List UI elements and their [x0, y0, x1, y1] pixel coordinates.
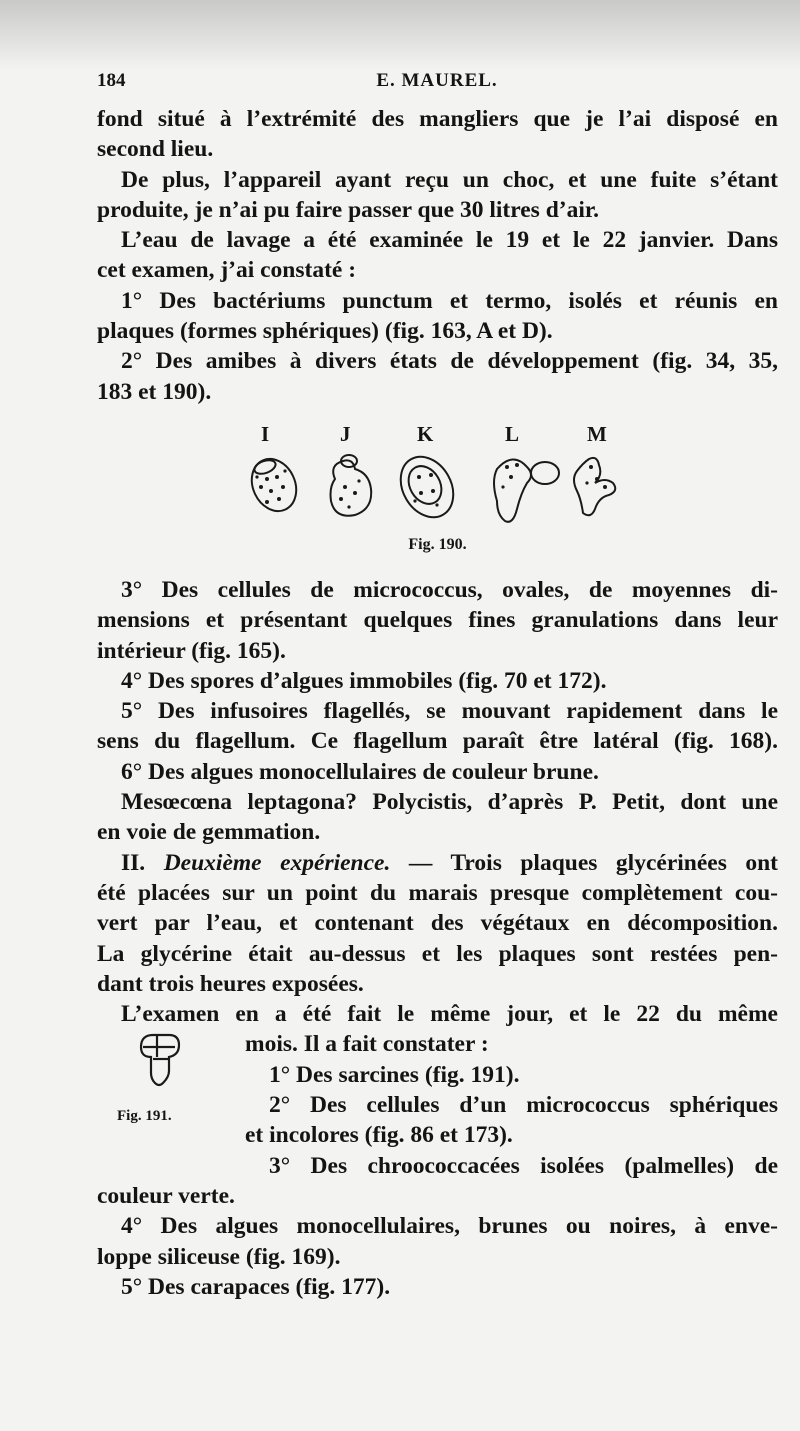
section-title: Deuxième expérience. — [163, 849, 391, 876]
amoeba-i-drawing — [244, 452, 305, 519]
text-line: Mesœcœna leptagona? Polycistis, d’après P. Petit, dont une — [121, 789, 778, 816]
text-line: 183 et 190). — [97, 378, 212, 405]
text-line: L’eau de lavage a été examinée le 19 et le 22 janvier. Dans — [121, 227, 778, 254]
figure-190-labels — [97, 419, 778, 447]
page-number: 184 — [97, 70, 126, 91]
text-line: cet examen, j’ai constaté : — [97, 257, 357, 284]
text-line: mois. Il a fait constater : — [245, 1031, 489, 1058]
text-line: 4° Des algues monocellulaires, brunes ou noires, à enve- — [121, 1213, 778, 1240]
amoeba-m-drawing — [574, 458, 615, 515]
page-body — [97, 104, 778, 1302]
text-line: intérieur (fig. 165). — [97, 637, 286, 664]
text-line: 3° Des cellules de micrococcus, ovales, de moyennes di- — [121, 576, 778, 603]
text-line: 1° Des sarcines (fig. 191). — [269, 1061, 520, 1088]
text-line: et incolores (fig. 86 et 173). — [245, 1122, 513, 1149]
running-header — [97, 70, 777, 96]
text-line: en voie de gemmation. — [97, 819, 321, 846]
text-line: vert par l’eau, et contenant des végétaux en décomposition. — [97, 910, 778, 937]
figure-label-k: K — [417, 421, 434, 446]
figure-191-wrap — [97, 1029, 778, 1180]
amoeba-j-drawing — [331, 455, 372, 516]
text-line: sens du flagellum. Ce flagellum paraît être latéral (fig. 168). — [97, 728, 778, 755]
figure-190 — [97, 407, 778, 575]
text-line: 3° Des chroococcacées isolées (palmelles) de — [269, 1152, 778, 1179]
figure-190-caption: Fig. 190. — [408, 535, 467, 553]
section-numeral: II. — [121, 849, 146, 876]
text-line: 5° Des carapaces (fig. 177). — [121, 1273, 391, 1300]
text-line: 2° Des cellules d’un micrococcus sphériques — [269, 1092, 778, 1119]
text-line: été placées sur un point du marais presque complètement cou- — [97, 879, 778, 906]
text-line: produite, je n’ai pu faire passer que 30 litres d’air. — [97, 196, 600, 223]
text-line: 6° Des algues monocellulaires de couleur brune. — [121, 758, 599, 785]
section-heading-line — [97, 848, 778, 878]
text-line: La glycérine était au-dessus et les plaques sont restées pen- — [97, 940, 778, 967]
scan-shadow — [0, 0, 800, 70]
text-line: dant trois heures exposées. — [97, 970, 364, 997]
text-line: L’examen en a été fait le même jour, et le 22 du même — [121, 1001, 778, 1028]
text-line: 4° Des spores d’algues immobiles (fig. 70 et 172). — [121, 667, 607, 694]
figure-label-m: M — [587, 421, 607, 446]
section-text: — Trois plaques glycérinées ont — [408, 849, 779, 876]
running-head-author: E. MAUREL. — [376, 70, 498, 91]
amoeba-drawings — [97, 447, 778, 527]
text-line: mensions et présentant quelques fines granulations dans leur — [97, 607, 778, 634]
text-line: De plus, l’appareil ayant reçu un choc, et une fuite s’étant — [121, 166, 778, 193]
text-line: loppe siliceuse (fig. 169). — [97, 1243, 341, 1270]
amoeba-k-drawing — [390, 447, 464, 526]
figure-label-l: L — [505, 421, 520, 446]
sarcina-drawing — [135, 1029, 185, 1089]
text-line: 5° Des infusoires flagellés, se mouvant rapidement dans le — [121, 698, 778, 725]
figure-label-i: I — [261, 421, 270, 446]
figure-label-j: J — [340, 421, 351, 446]
text-line: 1° Des bactériums punctum et termo, isolés et réunis en — [121, 287, 778, 314]
text-line: second lieu. — [97, 136, 214, 163]
text-line: plaques (formes sphériques) (fig. 163, A et D). — [97, 318, 553, 345]
text-line: couleur verte. — [97, 1182, 235, 1209]
text-line: 2° Des amibes à divers états de développement (fig. 34, 35, — [121, 348, 778, 375]
text-line: fond situé à l’extrémité des mangliers que je l’ai disposé en — [97, 106, 778, 132]
amoeba-l-drawing — [494, 459, 559, 521]
figure-191 — [97, 1029, 237, 1149]
figure-191-caption: Fig. 191. — [117, 1108, 172, 1125]
